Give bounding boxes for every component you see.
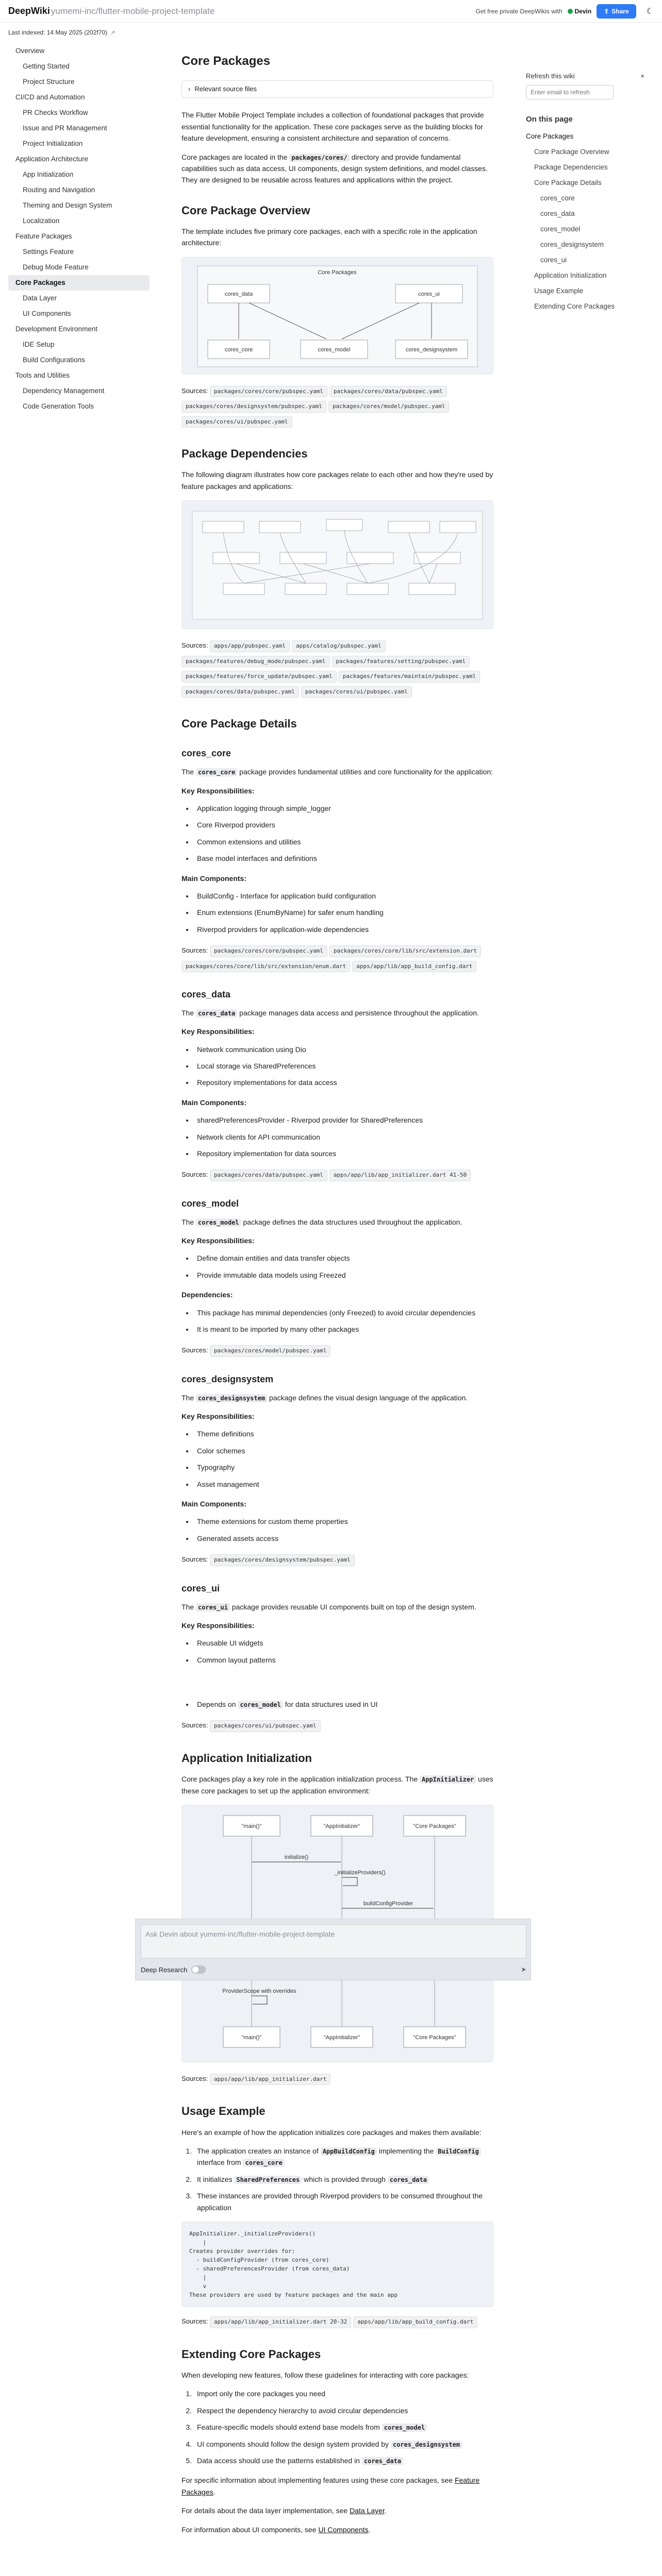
sidebar-item[interactable]: Development Environment — [15, 325, 98, 333]
source-chip-list — [181, 641, 482, 695]
list-item: • Reusable UI widgets — [194, 1637, 493, 1649]
sidebar-item[interactable]: Tools and Utilities — [15, 371, 70, 379]
inline-code: SharedPreferences — [234, 2176, 302, 2184]
text: UI components should follow the design system provided by — [197, 2439, 391, 2448]
list-item: • Network clients for API communication — [194, 1131, 493, 1143]
core-sources — [181, 943, 493, 974]
list-item: • Theme extensions for custom theme properties — [194, 1516, 493, 1527]
dep-node — [388, 521, 429, 533]
deps-sources — [181, 638, 493, 699]
code-block: AppInitializer._initializeProviders() | Creates provider overrides for: - buildConfigProvider (from cores_core) - sharedPreferencesProvider (from cores_data) | v These providers are used by feature packages and the main app — [181, 2222, 493, 2307]
hidden-by-chat-area — [181, 1674, 493, 1699]
component-list — [194, 1114, 493, 1159]
sidebar-item[interactable]: Feature Packages — [15, 232, 72, 240]
source-file-chip[interactable]: packages/cores/core/lib/src/extension.dart — [329, 945, 481, 957]
source-file-chip[interactable]: packages/features/setting/pubspec.yaml — [332, 656, 470, 668]
section-heading: Core Package Details — [181, 717, 297, 731]
section-paragraph — [181, 1773, 493, 1797]
source-file-chip[interactable]: packages/cores/core/pubspec.yaml — [210, 945, 327, 957]
sidebar-item[interactable]: Routing and Navigation — [23, 186, 95, 194]
source-file-chip[interactable]: packages/cores/ui/pubspec.yaml — [210, 1720, 321, 1732]
component-list — [194, 1516, 493, 1544]
subsection-heading: cores_designsystem — [181, 1374, 274, 1384]
key-responsibilities-label: Key Responsibilities: — [181, 1412, 255, 1421]
core-packages-diagram-svg — [182, 258, 493, 374]
dep-node — [440, 521, 476, 533]
text: Feature-specific models should extend base models from — [197, 2423, 382, 2432]
ask-devin-input[interactable]: Ask Devin about yumemi-inc/flutter-mobile-project-template — [141, 1924, 526, 1958]
text: The — [181, 768, 196, 776]
text: Core packages play a key role in the application initialization process. The — [181, 1775, 420, 1784]
responsibility-list — [194, 1044, 493, 1089]
toc-item[interactable]: Package Dependencies — [534, 163, 608, 171]
sidebar-item[interactable]: Getting Started — [23, 62, 70, 70]
dep-node — [203, 521, 244, 533]
text: . — [213, 2487, 216, 2496]
list-item: • Color schemes — [194, 1445, 493, 1456]
list-item: • Repository implementation for data sources — [194, 1148, 493, 1159]
inline-code: cores_core — [196, 768, 237, 776]
sidebar-item[interactable]: App Initialization — [23, 171, 74, 178]
text: Import only the core packages you need — [197, 2389, 326, 2398]
toc-item[interactable]: Core Package Overview — [534, 148, 609, 156]
ds-sources — [181, 1552, 493, 1568]
ui-dependency-list — [194, 1699, 493, 1710]
source-chip-list — [210, 1171, 473, 1178]
on-this-page-heading: On this page — [526, 115, 573, 124]
sidebar-item[interactable]: Overview — [15, 47, 45, 55]
node-cores-designsystem: cores_designsystem — [405, 346, 458, 353]
list-item: • Enum extensions (EnumByName) for safer enum handling — [194, 907, 493, 918]
text: package defines the data structures used throughout the application. — [241, 1217, 462, 1226]
list-item: • Define domain entities and data transfer objects — [194, 1252, 493, 1264]
section-paragraph: The following diagram illustrates how core packages relate to each other and how they're used by feature packages and applications: — [181, 470, 493, 490]
actor-appinitializer: "AppInitializer" — [323, 1823, 360, 1829]
text: For specific information about implementing features using these core packages, see — [181, 2476, 455, 2485]
wiki-nav-list — [8, 43, 150, 414]
source-file-chip[interactable]: packages/cores/designsystem/pubspec.yaml — [210, 1554, 355, 1566]
dep-node — [347, 552, 393, 564]
source-file-chip[interactable]: apps/app/lib/app_build_config.dart — [353, 2316, 477, 2328]
usage-steps — [194, 2145, 493, 2213]
source-file-chip[interactable]: packages/cores/data/pubspec.yaml — [329, 386, 447, 398]
main-content — [181, 52, 493, 2543]
sidebar-item[interactable]: Application Architecture — [15, 155, 89, 163]
toc-item[interactable]: Extending Core Packages — [534, 302, 615, 310]
inline-code: cores_data — [388, 2176, 429, 2184]
key-responsibilities-label: Key Responsibilities: — [181, 1236, 255, 1245]
section-paragraph: The template includes five primary core packages, each with a specific role in the application architecture: — [181, 227, 477, 247]
list-item: • BuildConfig - Interface for application build configuration — [194, 890, 493, 902]
list-item: • Riverpod providers for application-wide dependencies — [194, 924, 493, 935]
source-chip-list — [210, 1721, 323, 1729]
extend-steps — [194, 2388, 493, 2466]
text: package manages data access and persistence throughout the application. — [237, 1008, 479, 1017]
devin-icon — [568, 9, 573, 14]
text: Depends on — [197, 1700, 238, 1709]
text: package defines the visual design language of the application. — [267, 1393, 468, 1402]
data-layer-link[interactable]: Data Layer — [350, 2506, 385, 2515]
responsibility-list — [194, 1428, 493, 1490]
inline-code: AppBuildConfig — [321, 2147, 377, 2156]
sidebar-item[interactable]: Build Configurations — [23, 356, 85, 364]
key-responsibilities-label: Key Responsibilities: — [181, 786, 255, 795]
relevant-files-label: Relevant source files — [194, 85, 257, 93]
subsection-paragraph — [181, 1007, 493, 1019]
inline-code: cores_model — [196, 1218, 241, 1227]
top-bar — [0, 0, 662, 23]
list-item: • It is meant to be imported by many other packages — [194, 1324, 493, 1335]
list-item: • Common layout patterns — [194, 1654, 493, 1666]
right-sidebar — [526, 72, 644, 314]
subsection-paragraph — [181, 766, 493, 777]
section-heading: Extending Core Packages — [181, 2347, 321, 2361]
actor-main: "main()" — [241, 1823, 262, 1829]
text: The — [181, 1217, 196, 1226]
sources-label: Sources: — [181, 946, 208, 955]
theme-toggle-icon[interactable]: ☾ — [646, 7, 654, 16]
list-item: • Network communication using Dio — [194, 1044, 493, 1055]
devin-link[interactable] — [568, 8, 592, 15]
key-responsibilities-label: Key Responsibilities: — [181, 1027, 255, 1036]
text: uses these core packages to set up the application environment: — [181, 1775, 493, 1795]
actor-main: "main()" — [241, 2034, 262, 2041]
text: The application creates an instance of — [197, 2147, 321, 2156]
usage-step — [194, 2190, 493, 2213]
toc-item[interactable]: cores_ui — [540, 256, 567, 264]
section-paragraph: Here's an example of how the application initializes core packages and makes them available: — [181, 2128, 482, 2137]
node-cores-data: cores_data — [224, 291, 253, 297]
source-file-chip[interactable]: apps/catalog/pubspec.yaml — [292, 640, 386, 652]
source-chip-list — [210, 2317, 479, 2325]
source-file-chip[interactable]: packages/cores/model/pubspec.yaml — [328, 401, 450, 413]
text: Core packages are located in the — [181, 152, 290, 161]
source-chip-list — [181, 387, 451, 425]
left-sidebar — [0, 23, 156, 1697]
dep-node — [347, 583, 388, 595]
extend-step — [194, 2421, 493, 2433]
text: For details about the data layer implementation, see — [181, 2506, 350, 2515]
last-indexed-text: Last indexed: 14 May 2025 (202f70) — [8, 29, 108, 36]
devin-label: Devin — [574, 7, 592, 15]
sources-label: Sources: — [181, 1171, 208, 1179]
list-item: • Typography — [194, 1462, 493, 1473]
sidebar-item[interactable]: Theming and Design System — [23, 201, 112, 209]
intro-paragraph-2 — [181, 151, 493, 186]
source-file-chip[interactable]: packages/cores/ui/pubspec.yaml — [301, 686, 412, 698]
source-file-chip[interactable]: packages/cores/designsystem/pubspec.yaml — [181, 401, 326, 413]
repo-name[interactable]: yumemi-inc/flutter-mobile-project-template — [51, 6, 215, 16]
model-sources — [181, 1343, 493, 1359]
section-heading: Package Dependencies — [181, 447, 308, 461]
usage-step — [194, 2145, 493, 2168]
self-arrow — [252, 1996, 267, 2004]
text: package provides fundamental utilities and core functionality for the application: — [237, 768, 493, 776]
extend-step — [194, 2438, 493, 2450]
sources-label: Sources: — [181, 1346, 208, 1354]
refresh-panel-header — [526, 72, 644, 80]
source-file-chip[interactable]: packages/features/maintain/pubspec.yaml — [339, 671, 480, 683]
text: The — [181, 1008, 196, 1017]
sidebar-item[interactable]: Debug Mode Feature — [23, 263, 89, 271]
inline-code: packages/cores/ — [289, 154, 349, 162]
main-components-label: Main Components: — [181, 1500, 246, 1509]
source-chip-list — [210, 2075, 333, 2082]
sources-label: Sources: — [181, 2317, 208, 2326]
source-file-chip[interactable]: packages/cores/core/pubspec.yaml — [210, 386, 327, 398]
section-paragraph: When developing new features, follow these guidelines for interacting with core packages: — [181, 2371, 469, 2380]
source-chip-list — [210, 1346, 333, 1354]
promo-text: Get free private DeepWikis with — [475, 7, 562, 15]
share-icon: ⇪ — [604, 7, 609, 15]
toc-item[interactable]: cores_core — [540, 194, 575, 202]
text: interface from — [197, 2158, 243, 2167]
see-also-paragraph — [181, 2475, 493, 2498]
text: . — [384, 2506, 387, 2515]
dep-node — [409, 583, 455, 595]
message-label: buildConfigProvider — [363, 1900, 413, 1907]
source-file-chip[interactable]: packages/features/force_update/pubspec.yaml — [181, 671, 337, 683]
dep-node — [223, 583, 264, 595]
sources-label: Sources: — [181, 2074, 208, 2082]
dependencies-label: Dependencies: — [181, 1291, 233, 1299]
source-file-chip[interactable]: apps/app/pubspec.yaml — [210, 640, 290, 652]
list-item: • Generated assets access — [194, 1533, 493, 1544]
sidebar-item[interactable]: Project Structure — [23, 78, 75, 86]
list-item — [194, 1699, 493, 1710]
sidebar-item[interactable]: Dependency Management — [23, 387, 105, 395]
source-file-chip[interactable]: apps/app/lib/app_build_config.dart — [352, 961, 476, 973]
section-heading: Core Package Overview — [181, 204, 310, 217]
share-label: Share — [611, 7, 629, 15]
subsection-heading: cores_ui — [181, 1583, 220, 1594]
dependencies-diagram-svg — [182, 501, 493, 629]
list-item: • Provide immutable data models using Freezed — [194, 1269, 493, 1281]
data-sources — [181, 1167, 493, 1183]
overview-sources — [181, 384, 493, 430]
source-file-chip[interactable]: packages/cores/core/lib/src/extension/enum.dart — [181, 961, 350, 973]
list-item: • Asset management — [194, 1479, 493, 1490]
source-file-chip[interactable]: packages/cores/ui/pubspec.yaml — [181, 416, 292, 428]
text: implementing the — [376, 2147, 436, 2156]
toc-item[interactable]: cores_model — [540, 225, 581, 233]
section-heading: Application Initialization — [181, 1751, 312, 1765]
refresh-title: Refresh this wiki — [526, 72, 575, 80]
list-item: • Base model interfaces and definitions — [194, 853, 493, 864]
chevron-right-icon: › — [188, 85, 191, 93]
subgraph-title: Core Packages — [318, 269, 357, 276]
toc-list — [526, 129, 644, 314]
sidebar-item[interactable]: Code Generation Tools — [23, 402, 94, 410]
send-icon[interactable]: ➤ — [521, 1965, 526, 1973]
source-chip-list — [181, 946, 483, 970]
usage-step — [194, 2174, 493, 2185]
source-file-chip[interactable]: packages/cores/data/pubspec.yaml — [210, 1170, 327, 1181]
dep-node — [326, 519, 362, 531]
source-file-chip[interactable]: packages/cores/data/pubspec.yaml — [181, 686, 299, 698]
key-responsibilities-label: Key Responsibilities: — [181, 1621, 255, 1630]
list-item: • Core Riverpod providers — [194, 819, 493, 831]
subsection-paragraph — [181, 1392, 493, 1403]
self-arrow — [342, 1877, 357, 1886]
subsection-paragraph — [181, 1601, 493, 1613]
source-file-chip[interactable]: apps/app/lib/app_initializer.dart 20-32 — [210, 2316, 351, 2328]
main-components-label: Main Components: — [181, 874, 246, 883]
refresh-email-input[interactable] — [526, 85, 614, 99]
sidebar-item[interactable]: IDE Setup — [23, 341, 55, 348]
dep-node — [414, 552, 460, 564]
init-sources — [181, 2072, 493, 2087]
see-also-paragraph — [181, 2524, 493, 2535]
extend-step — [194, 2405, 493, 2416]
responsibility-list — [194, 1637, 493, 1666]
node-cores-ui: cores_ui — [418, 291, 440, 297]
ui-sources — [181, 1718, 493, 1734]
sources-label: Sources: — [181, 1555, 208, 1564]
sources-label: Sources: — [181, 641, 208, 650]
sources-label: Sources: — [181, 1721, 208, 1730]
feature-packages-link[interactable]: Feature Packages — [181, 2476, 480, 2496]
deep-research-label: Deep Research — [141, 1965, 188, 1974]
text: These instances are provided through Riverpod providers to be consumed throughout the application — [197, 2192, 483, 2212]
inline-code: BuildConfig — [436, 2147, 481, 2156]
inline-code: cores_model — [238, 1701, 283, 1709]
dep-node — [213, 552, 259, 564]
chat-footer — [141, 1962, 526, 1977]
share-button[interactable] — [597, 4, 636, 19]
sidebar-item[interactable]: Project Initialization — [23, 140, 83, 147]
message-label: initialize() — [284, 1854, 309, 1860]
text: . — [368, 2525, 371, 2534]
core-packages-diagram[interactable] — [181, 257, 493, 375]
subsection-heading: cores_data — [181, 989, 231, 1000]
list-item: • Application logging through simple_logger — [194, 803, 493, 814]
subsection-paragraph — [181, 1216, 493, 1228]
toc-item[interactable]: Core Packages — [526, 132, 574, 140]
dep-node — [280, 552, 326, 564]
sidebar-item[interactable]: Data Layer — [23, 294, 57, 302]
sidebar-item[interactable]: Localization — [23, 217, 60, 225]
component-list — [194, 890, 493, 935]
text: It initializes — [197, 2175, 235, 2183]
message-label: ProviderScope with overrides — [222, 1988, 296, 1994]
inline-code: cores_data — [196, 1009, 237, 1018]
sidebar-item[interactable]: CI/CD and Automation — [15, 93, 85, 101]
source-file-chip[interactable]: apps/app/lib/app_initializer.dart 41-50 — [329, 1170, 471, 1181]
page-title: Core Packages — [181, 54, 271, 68]
dependency-list — [194, 1307, 493, 1335]
sidebar-item[interactable]: PR Checks Workflow — [23, 109, 88, 116]
toc-item[interactable]: Application Initialization — [534, 272, 607, 279]
deep-research-toggle[interactable] — [191, 1965, 206, 1974]
sidebar-item[interactable]: Settings Feature — [23, 248, 74, 256]
top-right-actions — [475, 4, 654, 19]
inline-code: cores_designsystem — [196, 1394, 267, 1402]
text: The — [181, 1602, 196, 1611]
sources-label: Sources: — [181, 386, 208, 395]
subsection-heading: cores_core — [181, 748, 231, 759]
list-item: • sharedPreferencesProvider - Riverpod provider for SharedPreferences — [194, 1114, 493, 1126]
text: directory and provide fundamental capabilities such as data access, UI components, design system definitions, and model classes. They are designed to be reusable across features and applications within the project. — [181, 152, 488, 184]
list-item: • Theme definitions — [194, 1428, 493, 1439]
responsibility-list — [194, 1252, 493, 1281]
inline-code: cores_core — [243, 2159, 284, 2167]
dep-node — [259, 521, 301, 533]
list-item: • This package has minimal dependencies (only Freezed) to avoid circular dependencies — [194, 1307, 493, 1318]
relevant-files-toggle[interactable] — [181, 80, 493, 98]
toc-item[interactable]: Core Package Details — [534, 179, 602, 187]
section-heading: Usage Example — [181, 2105, 266, 2118]
actor-core-packages: "Core Packages" — [413, 2034, 456, 2041]
inline-code: cores_designsystem — [391, 2441, 462, 2449]
text: for data structures used in UI — [283, 1700, 378, 1709]
usage-sources — [181, 2314, 493, 2330]
subsection-heading: cores_model — [181, 1198, 239, 1209]
sidebar-item[interactable]: UI Components — [23, 310, 71, 317]
inline-code: cores_model — [382, 2424, 427, 2432]
list-item: • Repository implementations for data access — [194, 1077, 493, 1088]
toc-item[interactable]: cores_data — [540, 210, 575, 217]
text: Respect the dependency hierarchy to avoid circular dependencies — [197, 2406, 408, 2415]
ask-devin-panel — [135, 1919, 531, 1980]
list-item: • Common extensions and utilities — [194, 836, 493, 848]
text: For information about UI components, see — [181, 2525, 319, 2534]
brand-logo[interactable]: DeepWiki — [8, 6, 50, 16]
close-icon[interactable]: × — [640, 72, 644, 80]
node-cores-core: cores_core — [224, 346, 253, 353]
message-label: _initializeProviders() — [334, 1869, 386, 1876]
source-file-chip[interactable]: packages/cores/model/pubspec.yaml — [210, 1345, 331, 1357]
source-file-chip[interactable]: apps/app/lib/app_initializer.dart — [210, 2074, 331, 2086]
source-chip-list — [210, 1555, 357, 1563]
responsibility-list — [194, 803, 493, 865]
last-indexed — [8, 29, 150, 36]
inline-code: AppInitializer — [420, 1775, 476, 1784]
sidebar-item[interactable]: Issue and PR Management — [23, 124, 107, 132]
text: which is provided through — [302, 2175, 388, 2183]
inline-code: cores_data — [362, 2457, 403, 2465]
external-link-icon[interactable]: ↗ — [110, 29, 115, 36]
extend-step — [194, 2455, 493, 2466]
ui-components-link[interactable]: UI Components — [318, 2525, 369, 2534]
sidebar-item[interactable]: Core Packages — [8, 275, 150, 291]
see-also-paragraph — [181, 2505, 493, 2516]
inline-code: cores_ui — [196, 1603, 230, 1612]
toc-item[interactable]: cores_designsystem — [540, 241, 604, 248]
extend-step — [194, 2388, 493, 2399]
dep-node — [285, 583, 326, 595]
list-item: • Local storage via SharedPreferences — [194, 1060, 493, 1072]
text: The — [181, 1393, 196, 1402]
actor-appinitializer: "AppInitializer" — [323, 2034, 360, 2041]
node-cores-model: cores_model — [318, 346, 351, 353]
actor-core-packages: "Core Packages" — [413, 1823, 456, 1829]
main-components-label: Main Components: — [181, 1098, 246, 1107]
source-file-chip[interactable]: packages/features/debug_mode/pubspec.yaml — [181, 656, 330, 668]
package-dependencies-diagram[interactable] — [181, 500, 493, 629]
text: package provides reusable UI components built on top of the design system. — [229, 1602, 476, 1611]
text: Data access should use the patterns established in — [197, 2456, 362, 2465]
intro-paragraph: The Flutter Mobile Project Template includes a collection of foundational packages that provide essential functionality for the application. These core packages serve as the building blocks for feature development, ensuring a consistent architecture and separation of concerns. — [181, 111, 484, 143]
toc-item[interactable]: Usage Example — [534, 287, 584, 295]
